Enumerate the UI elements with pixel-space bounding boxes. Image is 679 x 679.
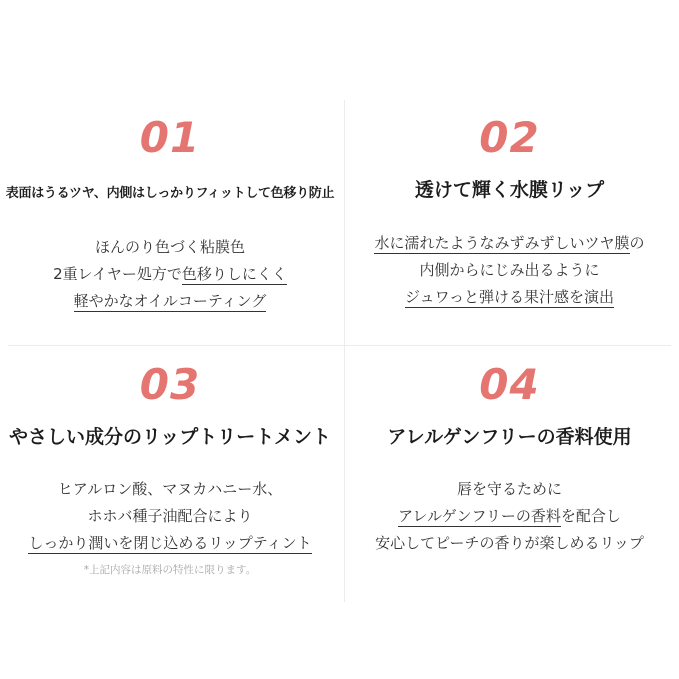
section-heading: やさしい成分のリップトリートメント bbox=[8, 426, 332, 448]
feature-section-04 bbox=[340, 345, 679, 679]
body-line: 安心してピーチの香りが楽しめるリップ bbox=[375, 534, 644, 552]
body-line: ジュワっと弾ける果汁感を演出 bbox=[404, 288, 615, 306]
section-number: 04 bbox=[479, 360, 540, 409]
body-line: ほんのり色づく粘膜色 bbox=[94, 238, 245, 256]
body-line: 軽やかなオイルコーティング bbox=[73, 292, 267, 310]
body-line: アレルゲンフリーの香料を配合し bbox=[398, 507, 621, 525]
feature-section-01 bbox=[0, 0, 340, 345]
section-number: 02 bbox=[479, 113, 540, 162]
section-body bbox=[0, 234, 340, 315]
section-body bbox=[340, 476, 679, 557]
section-number: 01 bbox=[139, 113, 201, 162]
section-body bbox=[0, 476, 340, 557]
body-line: 水に濡れたようなみずみずしいツヤ膜の bbox=[374, 234, 645, 252]
body-line: ヒアルロン酸、マヌカハニー水、 bbox=[57, 480, 283, 498]
body-line: ホホバ種子油配合により bbox=[87, 507, 253, 525]
section-heading: アレルゲンフリーの香料使用 bbox=[387, 426, 632, 448]
section-number: 03 bbox=[139, 360, 201, 409]
section-body bbox=[340, 230, 679, 311]
section-heading: 表面はうるツヤ、内側はしっかりフィットして色移り防止 bbox=[5, 186, 335, 201]
footnote: *上記内容は原料の特性に限ります。 bbox=[83, 564, 257, 576]
body-line: 内側からにじみ出るように bbox=[419, 261, 600, 279]
feature-section-02 bbox=[340, 0, 679, 345]
body-line: しっかり潤いを閉じ込めるリップティント bbox=[28, 534, 312, 552]
body-line: 2重レイヤー処方で色移りしにくく bbox=[53, 265, 287, 283]
body-line: 唇を守るために bbox=[456, 480, 562, 498]
feature-section-03 bbox=[0, 345, 340, 679]
section-heading: 透けて輝く水膜リップ bbox=[414, 179, 605, 201]
